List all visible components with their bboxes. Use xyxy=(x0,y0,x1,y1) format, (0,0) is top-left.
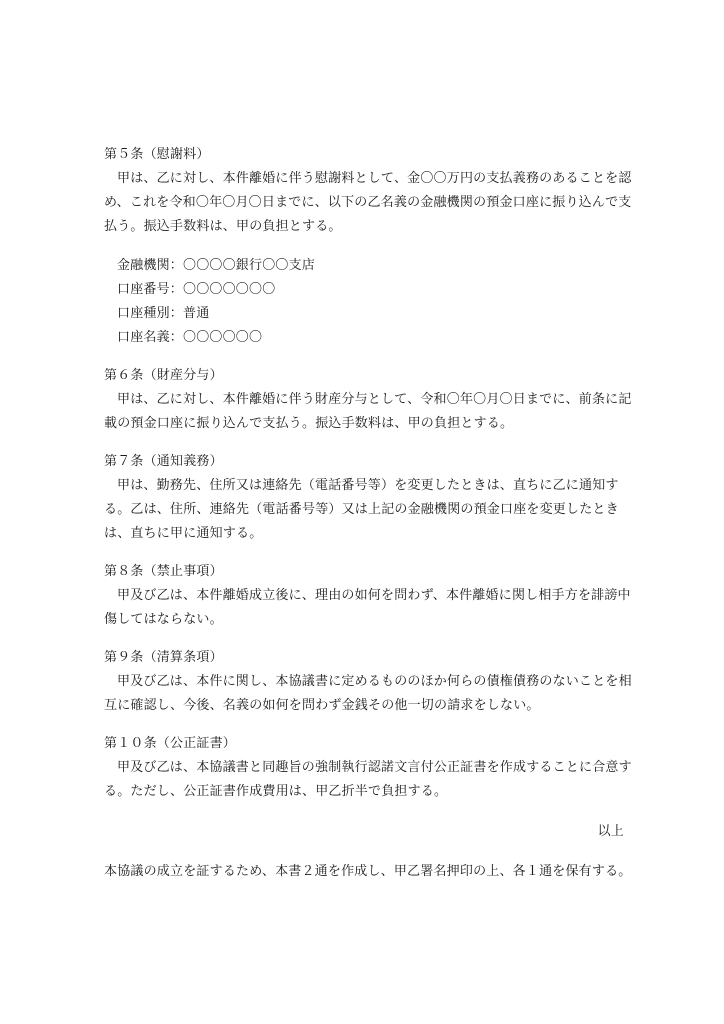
end-mark: 以上 xyxy=(597,824,624,839)
article-9-body-line-1: 甲及び乙は、本件に関し、本協議書に定めるもののほか何らの債権債務のないことを相 xyxy=(117,674,632,689)
article-10-body-line-1: 甲及び乙は、本協議書と同趣旨の強制執行認諾文言付公正証書を作成することに合意す xyxy=(117,760,632,775)
article-7-heading: 第７条（通知義務） xyxy=(104,454,223,469)
article-5-body-line-1: 甲は、乙に対し、本件離婚に伴う慰謝料として、金〇〇万円の支払義務のあることを認 xyxy=(117,171,632,186)
article-5-body-line-3: 払う。振込手数料は、甲の負担とする。 xyxy=(104,219,342,234)
article-10-heading: 第１０条（公正証書） xyxy=(104,736,237,751)
article-8-body-line-1: 甲及び乙は、本件離婚成立後に、理由の如何を問わず、本件離婚に関し相手方を誹謗中 xyxy=(117,588,631,603)
article-6-body-line-1: 甲は、乙に対し、本件離婚に伴う財産分与として、令和〇年〇月〇日までに、前条に記 xyxy=(117,392,632,407)
article-10-body-line-2: る。ただし、公正証書作成費用は、甲乙折半で負担する。 xyxy=(104,784,448,799)
article-9-heading: 第９条（清算条項） xyxy=(104,650,223,665)
article-8-heading: 第８条（禁止事項） xyxy=(104,564,223,579)
article-7-body-line-2: る。乙は、住所、連絡先（電話番号等）又は上記の金融機関の預金口座を変更したとき xyxy=(104,502,619,517)
article-6-body-line-2: 載の預金口座に振り込んで支払う。振込手数料は、甲の負担とする。 xyxy=(104,416,514,431)
article-9-body-line-2: 互に確認し、今後、名義の如何を問わず金銭その他一切の請求をしない。 xyxy=(104,698,540,713)
article-7-body-line-1: 甲は、勤務先、住所又は連絡先（電話番号等）を変更したときは、直ちに乙に通知す xyxy=(117,478,619,493)
account-number: 口座番号：〇〇〇〇〇〇〇 xyxy=(117,282,276,297)
article-7-body-line-3: は、直ちに甲に通知する。 xyxy=(104,526,263,541)
account-holder: 口座名義：〇〇〇〇〇〇 xyxy=(117,330,263,345)
account-type: 口座種別：普通 xyxy=(117,306,210,321)
closing-statement: 本協議の成立を証するため、本書２通を作成し、甲乙署名押印の上、各１通を保有する。 xyxy=(104,864,632,879)
account-bank: 金融機関：〇〇〇〇銀行〇〇支店 xyxy=(117,258,316,273)
article-6-heading: 第６条（財産分与） xyxy=(104,368,223,383)
article-8-body-line-2: 傷してはならない。 xyxy=(104,612,223,627)
article-5-heading: 第５条（慰謝料） xyxy=(104,147,210,162)
article-5-body-line-2: め、これを令和〇年〇月〇日までに、以下の乙名義の金融機関の預金口座に振り込んで支 xyxy=(104,195,632,210)
